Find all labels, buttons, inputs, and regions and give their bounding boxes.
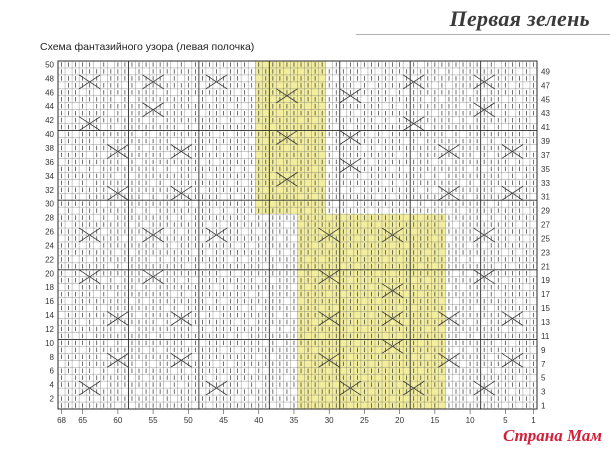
row-label-right: 5 <box>541 373 546 383</box>
row-label-right: 11 <box>541 331 550 341</box>
row-label-right: 3 <box>541 387 546 397</box>
row-label-left: 44 <box>45 102 54 112</box>
chart-caption: Схема фантазийного узора (левая полочка) <box>40 41 255 53</box>
column-label: 55 <box>148 416 158 425</box>
column-label: 15 <box>430 416 440 425</box>
row-label-left: 34 <box>45 171 54 181</box>
row-label-right: 13 <box>541 318 550 327</box>
row-label-left: 26 <box>45 227 54 237</box>
row-label-left: 38 <box>45 144 54 153</box>
column-label: 35 <box>289 416 299 425</box>
row-label-right: 31 <box>541 192 550 202</box>
row-label-right: 49 <box>541 67 550 77</box>
row-label-left: 10 <box>45 338 54 348</box>
column-label: 5 <box>503 416 508 425</box>
row-label-right: 45 <box>541 95 550 105</box>
row-label-right: 15 <box>541 304 550 314</box>
column-label: 68 <box>57 416 66 425</box>
row-label-right: 19 <box>541 276 550 286</box>
page-title: Первая зелень <box>449 6 590 31</box>
column-labels-bottom <box>57 409 536 425</box>
row-label-right: 37 <box>541 150 550 160</box>
row-label-right: 23 <box>541 248 550 258</box>
row-label-left: 14 <box>45 311 54 321</box>
row-label-left: 42 <box>45 116 54 126</box>
row-label-left: 12 <box>45 324 54 334</box>
column-label: 1 <box>531 416 536 425</box>
column-label: 60 <box>113 416 123 425</box>
site-watermark: Страна Мам <box>502 426 602 445</box>
chart-grid <box>58 61 537 409</box>
row-label-right: 7 <box>541 359 546 369</box>
row-label-right: 9 <box>541 345 546 355</box>
row-label-right: 43 <box>541 109 550 119</box>
column-label: 30 <box>324 416 334 425</box>
column-label: 10 <box>465 416 475 425</box>
row-label-left: 18 <box>45 283 54 293</box>
row-label-left: 46 <box>45 88 54 98</box>
row-label-right: 41 <box>541 123 550 133</box>
row-label-right: 35 <box>541 164 550 174</box>
row-label-left: 40 <box>45 130 54 140</box>
row-label-right: 17 <box>541 290 550 300</box>
column-label: 45 <box>219 416 228 425</box>
column-label: 50 <box>183 416 193 425</box>
row-label-left: 16 <box>45 297 54 307</box>
row-label-left: 28 <box>45 213 54 223</box>
row-label-right: 25 <box>541 234 550 244</box>
row-label-left: 20 <box>45 269 54 279</box>
row-label-right: 47 <box>541 81 550 91</box>
row-label-left: 4 <box>49 380 54 390</box>
row-labels-right <box>541 67 550 410</box>
column-label: 20 <box>395 416 405 425</box>
row-label-right: 27 <box>541 220 550 230</box>
row-label-left: 48 <box>45 74 54 84</box>
row-label-left: 8 <box>49 352 54 362</box>
row-label-left: 6 <box>49 366 54 376</box>
row-label-left: 30 <box>45 199 54 209</box>
column-label: 40 <box>254 416 264 425</box>
column-label: 65 <box>78 416 88 425</box>
row-label-right: 33 <box>541 178 550 188</box>
row-label-right: 1 <box>541 401 546 411</box>
row-labels-left <box>45 60 54 403</box>
row-label-left: 50 <box>45 60 54 70</box>
row-label-left: 2 <box>49 394 54 404</box>
row-label-left: 36 <box>45 157 54 167</box>
row-label-right: 39 <box>541 137 550 147</box>
column-label: 25 <box>359 416 369 425</box>
row-label-left: 32 <box>45 185 54 195</box>
row-label-right: 29 <box>541 206 550 216</box>
row-label-left: 22 <box>45 255 54 265</box>
row-label-right: 21 <box>541 262 550 272</box>
row-label-left: 24 <box>45 241 54 251</box>
